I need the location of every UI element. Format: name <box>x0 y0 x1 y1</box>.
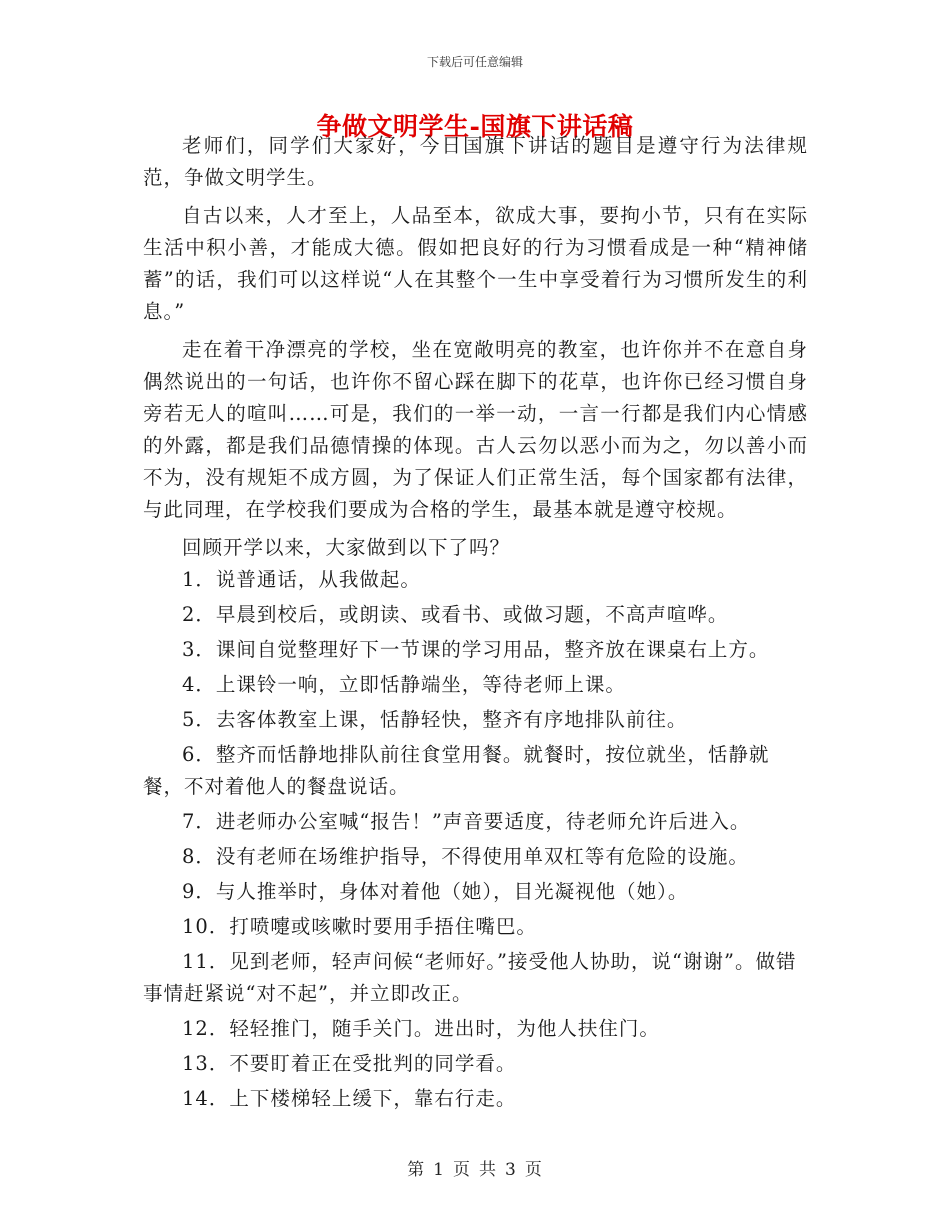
page-footer <box>0 1155 950 1180</box>
paragraph-virtue: 自古以来，人才至上，人品至本，欲成大事，要拘小节，只有在实际生活中积小善，才能成大德。假如把良好的行为习惯看成是一种“精神储蓄”的话，我们可以这样说“人在其整个一生中享受着行为习惯所发生的利息。” <box>143 204 808 323</box>
list-item: 8．没有老师在场维护指导，不得使用单双杠等有危险的设施。 <box>182 845 749 868</box>
footer-total-word: 共 <box>479 1160 497 1180</box>
list-item: 3．课间自觉整理好下一节课的学习用品，整齐放在课桌右上方。 <box>182 638 770 661</box>
footer-prefix: 第 <box>407 1160 426 1180</box>
list-item: 7．进老师办公室喊“报告！”声音要适度，待老师允许后进入。 <box>182 810 751 833</box>
paragraph-review: 回顾开学以来，大家做到以下了吗？ <box>182 536 511 559</box>
footer-page-word: 页 <box>453 1160 471 1180</box>
document-body <box>143 130 808 1118</box>
list-item: 14．上下楼梯轻上缓下，靠右行走。 <box>182 1087 517 1110</box>
list-item: 5．去客体教室上课，恬静轻快，整齐有序地排队前往。 <box>182 708 688 731</box>
document-title: 争做文明学生-国旗下讲话稿 <box>316 112 634 141</box>
list-item: 12．轻轻推门，随手关门。进出时，为他人扶住门。 <box>182 1017 660 1040</box>
list-item: 10．打喷嚏或咳嗽时要用手捂住嘴巴。 <box>182 915 537 938</box>
list-item: 2．早晨到校后，或朗读、或看书、或做习题，不高声喧哗。 <box>182 603 729 626</box>
footer-total-pages: 3 <box>505 1160 517 1180</box>
footer-suffix: 页 <box>524 1160 543 1180</box>
rules-list <box>143 564 808 1118</box>
header-note: 下载后可任意编辑 <box>426 55 523 69</box>
list-item: 9．与人推举时，身体对着他（她），目光凝视他（她）。 <box>182 880 689 903</box>
list-item: 11．见到老师，轻声问候“老师好。”接受他人协助，说“谢谢”。做错事情赶紧说“对不起”，并立即改正。 <box>143 950 797 1005</box>
footer-page-number: 1 <box>433 1160 445 1180</box>
paragraph-school: 走在着干净漂亮的学校，坐在宽敞明亮的教室，也许你并不在意自身偶然说出的一句话，也许你不留心踩在脚下的花草，也许你已经习惯自身旁若无人的喧叫……可是，我们的一举一动，一言一行都是我们内心情感的外露，都是我们品德情操的体现。古人云勿以恶小而为之，勿以善小而不为，没有规矩不成方圆，为了保证人们正常生活，每个国家都有法律，与此同理，在学校我们要成为合格的学生，最基本就是遵守校规。 <box>143 338 808 521</box>
list-item: 13．不要盯着正在受批判的同学看。 <box>182 1052 517 1075</box>
list-item: 6．整齐而恬静地排队前往食堂用餐。就餐时，按位就坐，恬静就餐，不对着他人的餐盘说话。 <box>143 743 770 798</box>
list-item: 1．说普通话，从我做起。 <box>182 568 421 591</box>
list-item: 4．上课铃一响，立即恬静端坐，等待老师上课。 <box>182 673 626 696</box>
paragraph-greeting: 老师们，同学们大家好，今日国旗下讲话的题目是遵守行为法律规范，争做文明学生。 <box>143 134 808 189</box>
